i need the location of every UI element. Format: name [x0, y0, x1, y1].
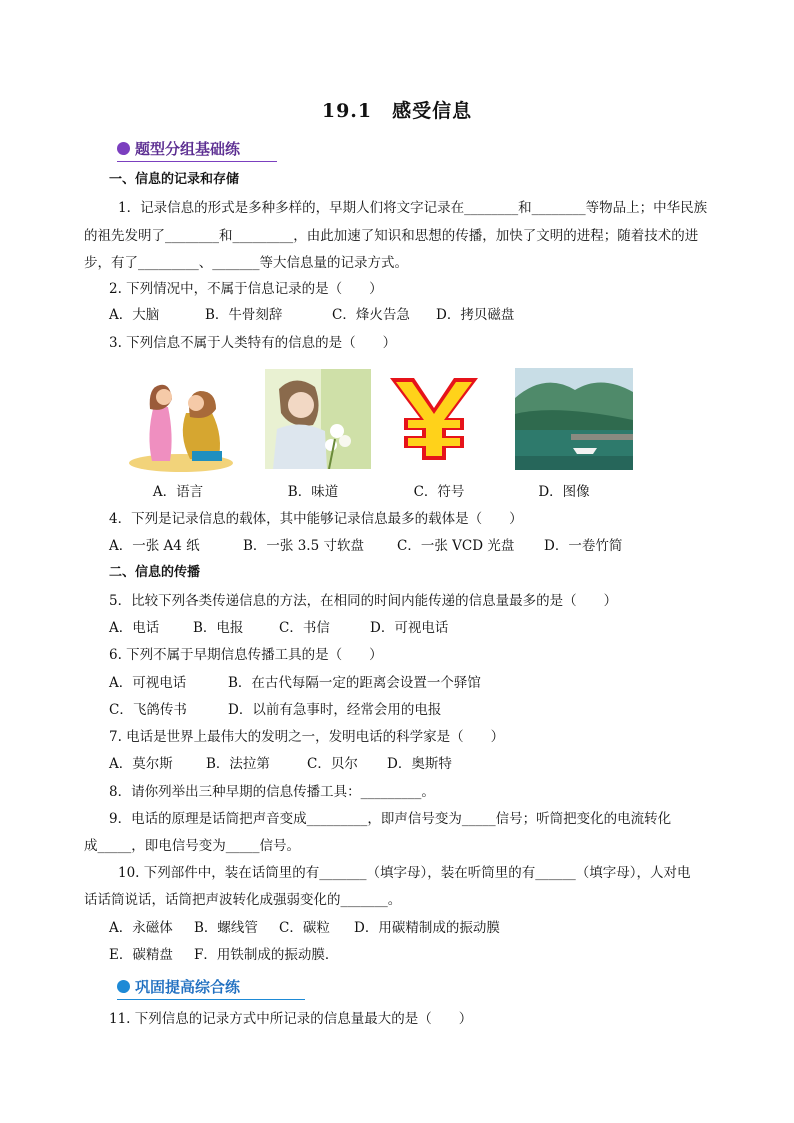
girl-smelling-flower-image — [265, 369, 371, 469]
q2-options — [109, 305, 514, 325]
option-b: B．牛骨刻辞 — [205, 307, 283, 323]
option-b: B．螺线管 — [194, 920, 258, 936]
option-c: C．烽火告急 — [332, 307, 410, 323]
q9-line1: 9．电话的原理是话筒把声音变成_________，即声信号变为_____信号；听筒把变化的电流转化 — [109, 811, 672, 827]
option-b: B．一张 3.5 寸软盘 — [243, 538, 364, 554]
q4-options — [109, 536, 622, 556]
section-underline — [117, 161, 277, 163]
option-d: D．用碳精制成的振动膜 — [354, 920, 500, 936]
section-underline — [117, 999, 305, 1001]
option-c: C．贝尔 — [307, 756, 358, 772]
section-header-basic — [117, 137, 240, 161]
option-d: D．可视电话 — [370, 620, 449, 636]
caption-a: A．语言 — [152, 484, 204, 500]
caption-b: B．味道 — [287, 484, 339, 500]
caption-d: D．图像 — [538, 484, 590, 500]
q7-stem: 7. 电话是世界上最伟大的发明之一，发明电话的科学家是（ ） — [109, 729, 505, 745]
option-d: D．拷贝磁盘 — [436, 307, 515, 323]
bullet-dot-icon — [117, 980, 130, 993]
option-b: B．电报 — [193, 620, 244, 636]
option-d: D．以前有急事时，经常会用的电报 — [228, 702, 442, 718]
part-heading: 二、信息的传播 — [109, 565, 201, 580]
q10-line1: 10. 下列部件中，装在话筒里的有_______（填字母），装在听筒里的有______（填字母），人对电 — [118, 865, 691, 881]
q4-stem: 4．下列是记录信息的载体，其中能够记录信息最多的载体是（ ） — [109, 511, 523, 527]
q2-stem: 2. 下列情况中，不属于信息记录的是（ ） — [109, 281, 383, 297]
option-b: B．在古代每隔一定的距离会设置一个驿馆 — [228, 675, 481, 691]
option-f: F．用铁制成的振动膜． — [194, 947, 339, 963]
q5-stem: 5．比较下列各类传递信息的方法，在相同的时间内能传递的信息量最多的是（ ） — [109, 593, 618, 609]
q8-stem: 8．请你列举出三种早期的信息传播工具：_________。 — [109, 784, 435, 800]
option-a: A．一张 A4 纸 — [109, 538, 200, 554]
option-a: A．莫尔斯 — [109, 756, 173, 772]
section-header-advanced — [117, 975, 240, 999]
page-title: 19.1 感受信息 — [321, 100, 473, 122]
q11-stem: 11. 下列信息的记录方式中所记录的信息量最大的是（ ） — [109, 1011, 473, 1027]
option-c: C．飞鸽传书 — [109, 702, 187, 718]
section-label: 题型分组基础练 — [135, 139, 241, 158]
q7-options — [109, 754, 452, 774]
option-d: D．奥斯特 — [387, 756, 452, 772]
q3-stem: 3. 下列信息不属于人类特有的信息的是（ ） — [109, 335, 397, 351]
caption-c: C．符号 — [413, 484, 465, 500]
q6-options-row2 — [109, 700, 441, 720]
yen-symbol-image — [386, 374, 482, 460]
q10-line2: 话话筒说话，话筒把声波转化成强弱变化的_______。 — [84, 892, 402, 908]
whispering-girls-image — [126, 365, 236, 473]
q9-line2: 成_____，即电信号变为_____信号。 — [84, 838, 300, 854]
q6-options-row1 — [109, 673, 481, 693]
option-c: C．碳粒 — [279, 920, 330, 936]
option-b: B．法拉第 — [206, 756, 270, 772]
q1-line1: 1．记录信息的形式是多种多样的，早期人们将文字记录在________和________等物品上；中华民族 — [118, 200, 708, 216]
bullet-dot-icon — [117, 142, 130, 155]
q5-options — [109, 618, 448, 638]
option-a: A．电话 — [109, 620, 160, 636]
part-heading: 一、信息的记录和存储 — [109, 172, 240, 187]
option-a: A．永磁体 — [109, 920, 173, 936]
option-a: A．大脑 — [109, 307, 160, 323]
section-label: 巩固提高综合练 — [135, 977, 241, 996]
lake-landscape-image — [515, 368, 633, 470]
q1-line2: 的祖先发明了________和_________，由此加速了知识和思想的传播，加快了文明的进程；随着技术的进 — [84, 228, 699, 244]
q10-options-row1 — [109, 918, 500, 938]
option-a: A．可视电话 — [109, 675, 187, 691]
option-c: C．一张 VCD 光盘 — [397, 538, 515, 554]
q10-options-row2 — [109, 945, 338, 965]
q6-stem: 6. 下列不属于早期信息传播工具的是（ ） — [109, 647, 383, 663]
q1-line3: 步，有了_________、_______等大信息量的记录方式。 — [84, 255, 408, 271]
option-e: E．碳精盘 — [109, 947, 173, 963]
option-c: C．书信 — [279, 620, 330, 636]
option-d: D．一卷竹简 — [544, 538, 623, 554]
